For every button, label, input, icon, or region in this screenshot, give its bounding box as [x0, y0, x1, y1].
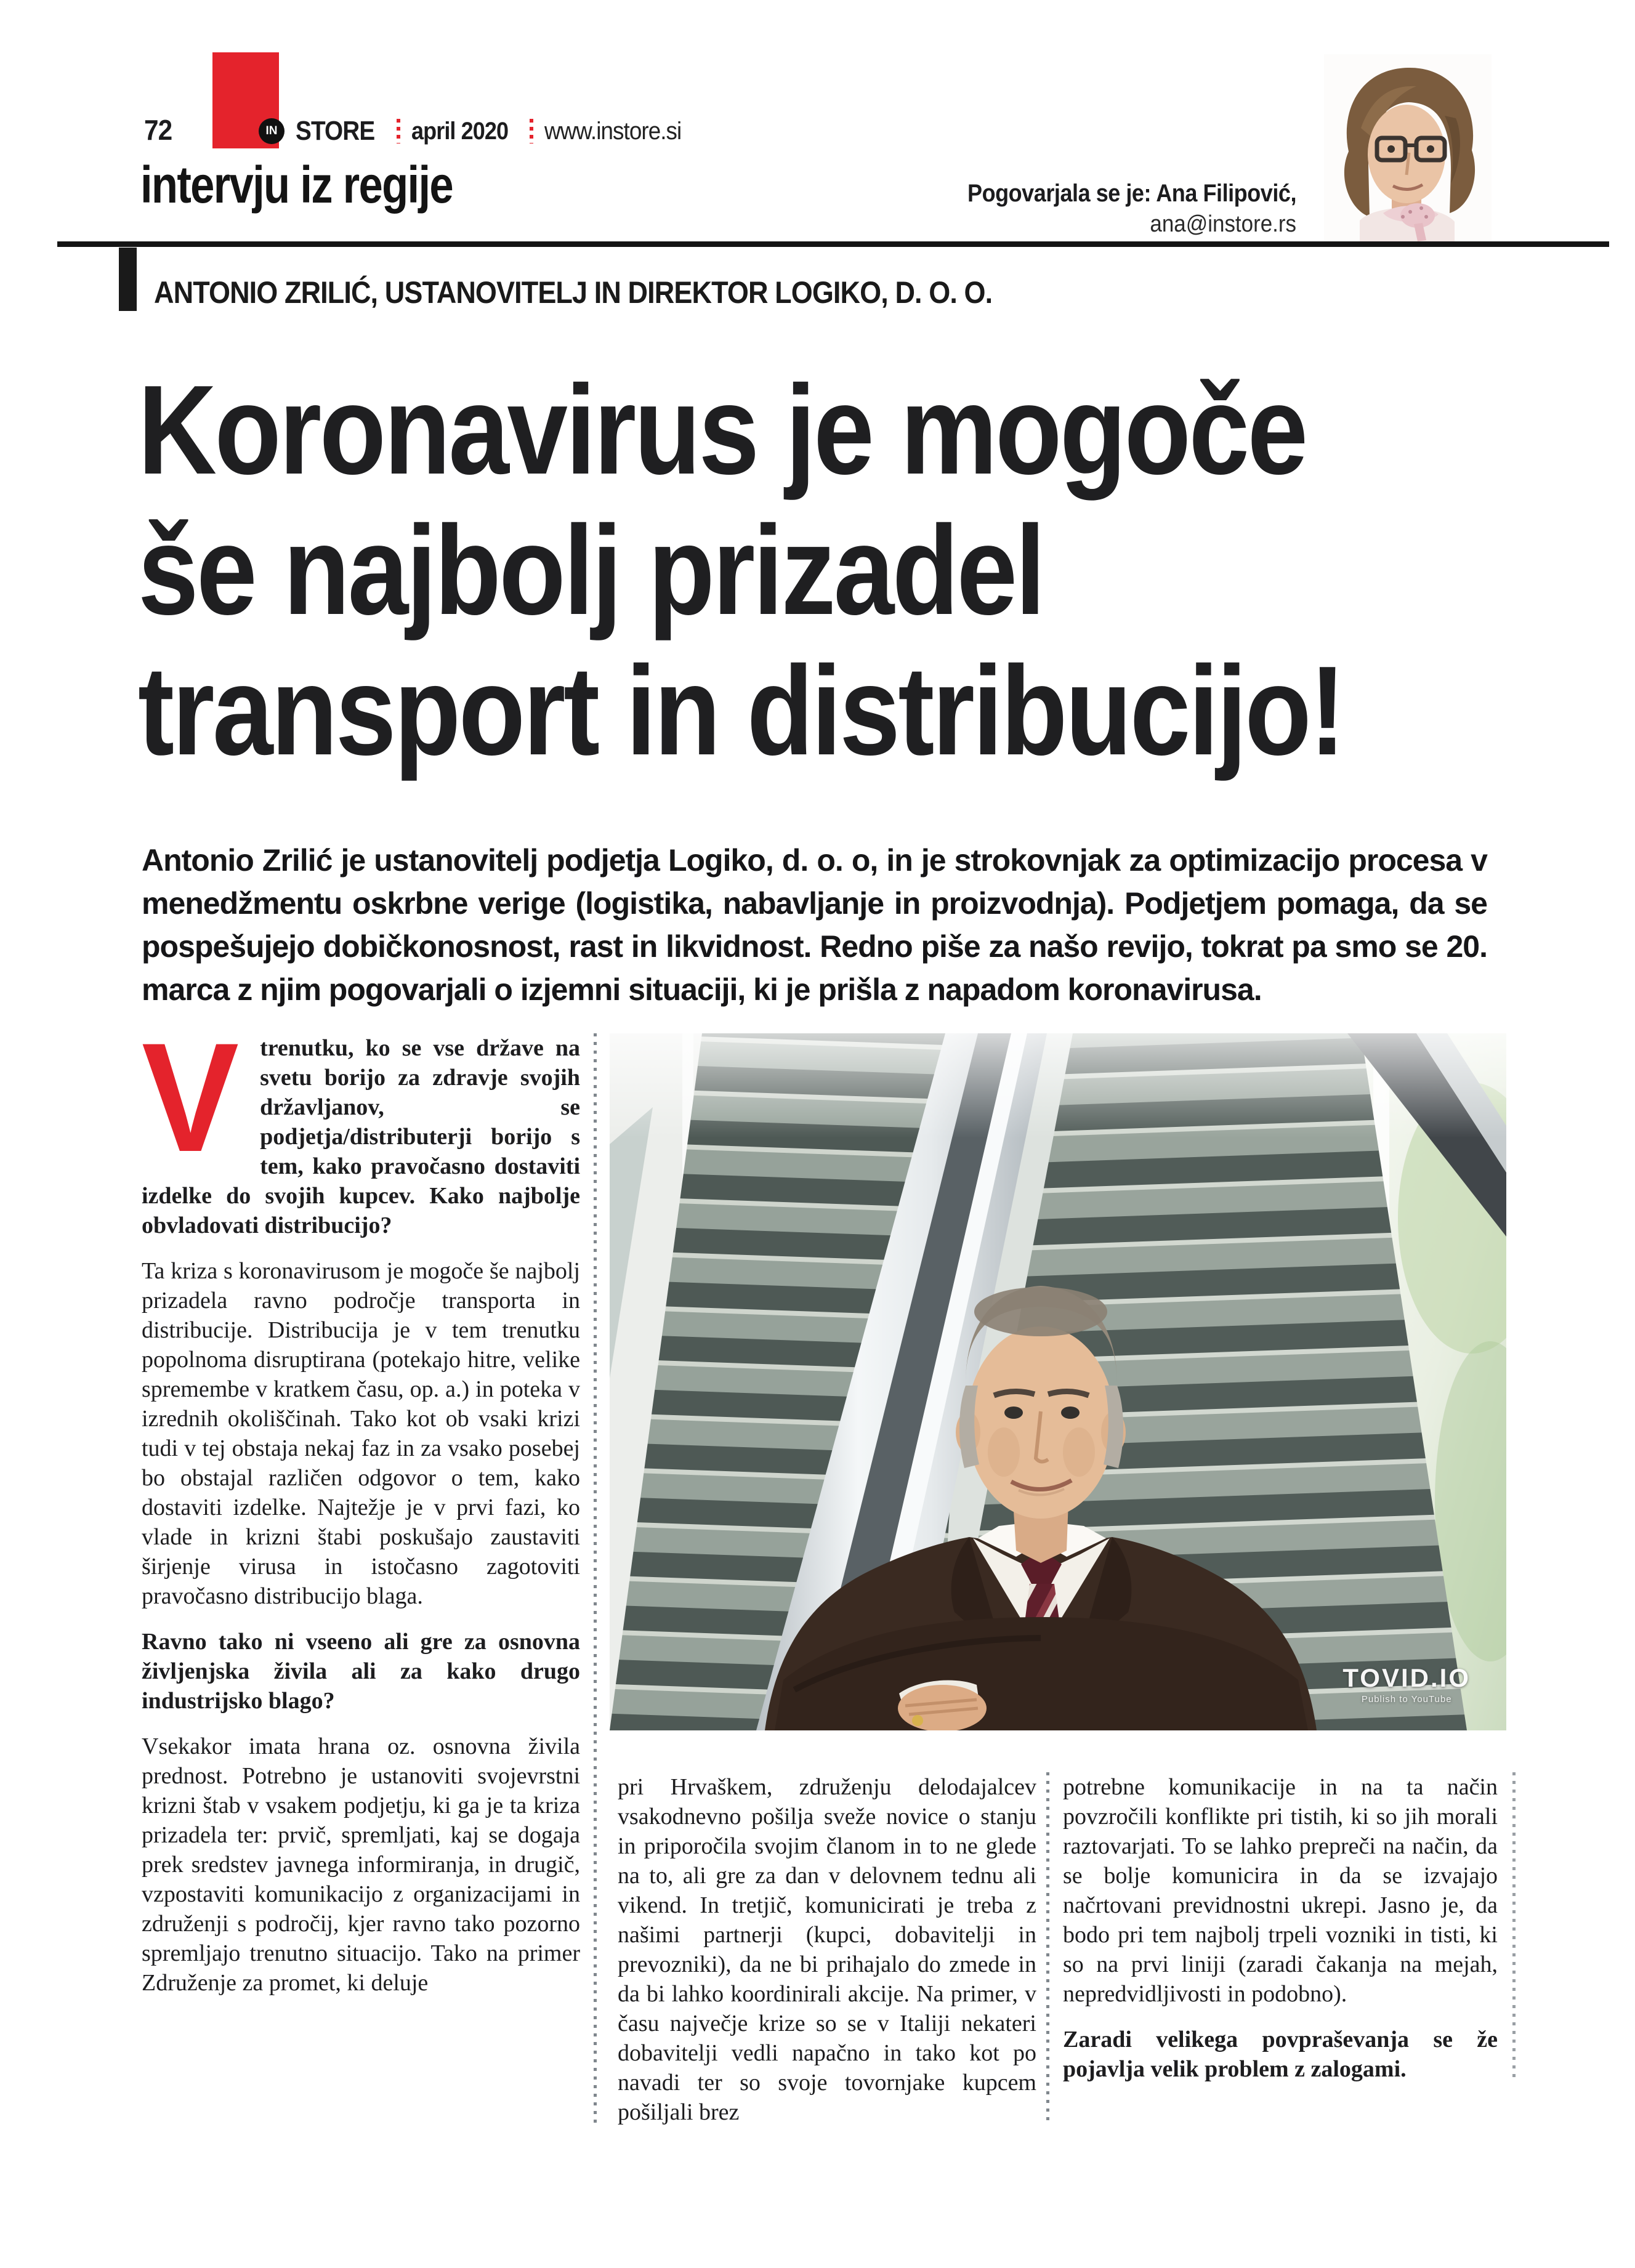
interviewee-photo [610, 1033, 1506, 1730]
section-title: intervju iz regije [140, 156, 453, 214]
header-rule [57, 241, 1609, 247]
body-column-2 [618, 1772, 1036, 2143]
body-column-3 [1063, 1772, 1498, 2100]
article-lede: Antonio Zrilić je ustanovitelj podjetja Logiko, d. o. o, in je strokovnjak za optimizacijo procesa v menedžmentu oskrbne verige (logistika, nabavljanje in proizvodnja). Podjetjem pomaga, da se pospešujejo dobičkonosnost, rast in likvidnost. Redno piše za našo revijo, tokrat pa smo se 20. marca z njim pogovarjali o izjemni situaciji, ki je prišla z napadom koronavirusa. [142, 843, 1487, 1007]
photo-watermark-text: TOVID.IO [1342, 1663, 1471, 1692]
masthead-dotted-separator [397, 119, 400, 143]
website-link[interactable]: www.instore.si [544, 117, 682, 145]
byline-email-link[interactable]: ana@instore.rs [1150, 211, 1296, 237]
question-1 [142, 1011, 580, 1240]
article-headline [138, 360, 1616, 781]
question-3: Zaradi velikega povpraševanja se že pojavlja velik problem z zalogami. [1063, 2027, 1498, 2082]
page-number: 72 [144, 114, 172, 146]
author-portrait-illustration [1324, 54, 1492, 241]
headline-line: še najbolj prizadel [138, 499, 1044, 641]
answer-2-part-1: Vsekakor imata hrana oz. osnovna živila prednost. Potrebno je ustanoviti svojevrstni krizni štab v vsakem podjetju, ki ga je ta kriza prizadela ter: prvič, spremljati, kaj se dogaja prek sredstev javnega informiranja, in drugič, vzpostaviti komunikacijo z organizacijami in združenji s področij, kjer ravno tako pozorno spremljajo trenutno situacijo. Tako na primer Združenje za promet, ki deluje [142, 1733, 580, 1996]
headline-line: Koronavirus je mogoče [138, 359, 1306, 501]
masthead [259, 116, 693, 147]
masthead-dotted-separator [530, 119, 533, 143]
question-2: Ravno tako ni vseeno ali gre za osnovna življenjska živila ali za kako drugo industrijsko blago? [142, 1629, 580, 1714]
byline [677, 180, 1296, 238]
answer-2-part-2: pri Hrvaškem, združenju delodajalcev vsakodnevno pošilja sveže novice o stanju in priporočila svojim članom in to ne glede na to, ali gre za dan v delovnem tednu ali vikend. In tretjič, komunicirati je treba z našimi partnerji (kupci, dobavitelji in prevozniki), da ne bi prihajalo do zmede in da bi lahko koordinirali akcije. Na primer, v času največje krize so se v Italiji nekateri dobavitelji vedli napačno in tako kot po navadi ter so svoje tovornjake kupcem pošiljali brez [618, 1774, 1036, 2125]
column-divider [1512, 1772, 1516, 2080]
answer-2-part-3: potrebne komunikacije in na ta način povzročili konflikte pri tistih, ki so jih morali raztovarjati. To se lahko prepreči na način, da se bolje komunicira in da se izvajajo načrtovani previdnostni ukrepi. Jasno je, da bodo pri tem najbolj trpeli vozniki in tisti, ki so na prvi liniji (zaradi čakanja na mejah, nepredvidljivosti in podobno). [1063, 1774, 1498, 2007]
answer-1: Ta kriza s koronavirusom je mogoče še najbolj prizadela ravno področje transporta in distribucije. Distribucija je v tem trenutku popolnoma disruptirana (potekajo hitre, velike spremembe v kratkem času, op. a.) in poteka v izrednih okoliščinah. Tako kot ob vsaki krizi tudi v tej obstaja nekaj faz in za vsako posebej bo obstajal različen odgovor o tem, kako dostaviti izdelke. Najtežje je v prvi fazi, ko vlade in krizni štabi poskušajo zaustaviti širjenje virusa in istočasno zagotoviti pravočasno distribucijo blaga. [142, 1258, 580, 1609]
body-column-1 [142, 1011, 580, 2014]
column-divider [594, 1033, 597, 2125]
column-divider [1046, 1772, 1049, 2121]
byline-author: Pogovarjala se je: Ana Filipović, [967, 180, 1296, 207]
photo-watermark-subtext: Publish to YouTube [1361, 1694, 1452, 1705]
escalator-portrait-illustration [610, 1033, 1506, 1730]
issue-date: april 2020 [411, 117, 508, 145]
author-portrait-photo [1324, 54, 1492, 241]
instore-in-circle-logo: IN [259, 118, 285, 144]
headline-line: transport in distribucijo! [138, 640, 1344, 781]
drop-cap: V [142, 1011, 240, 1184]
question-1-text: trenutku, ko se vse države na svetu borijo za zdravje svojih državljanov, se podjetja/distributerji borijo s tem, kako pravočasno dostaviti izdelke do svojih kupcev. Kako najbolje obvladovati distribucijo? [142, 1035, 580, 1238]
photo-watermark [1342, 1663, 1471, 1705]
article-kicker: ANTONIO ZRILIĆ, USTANOVITELJ IN DIREKTOR LOGIKO, D. O. O. [154, 275, 993, 310]
instore-store-wordmark: STORE [296, 116, 375, 146]
kicker-accent-bar [119, 248, 137, 311]
